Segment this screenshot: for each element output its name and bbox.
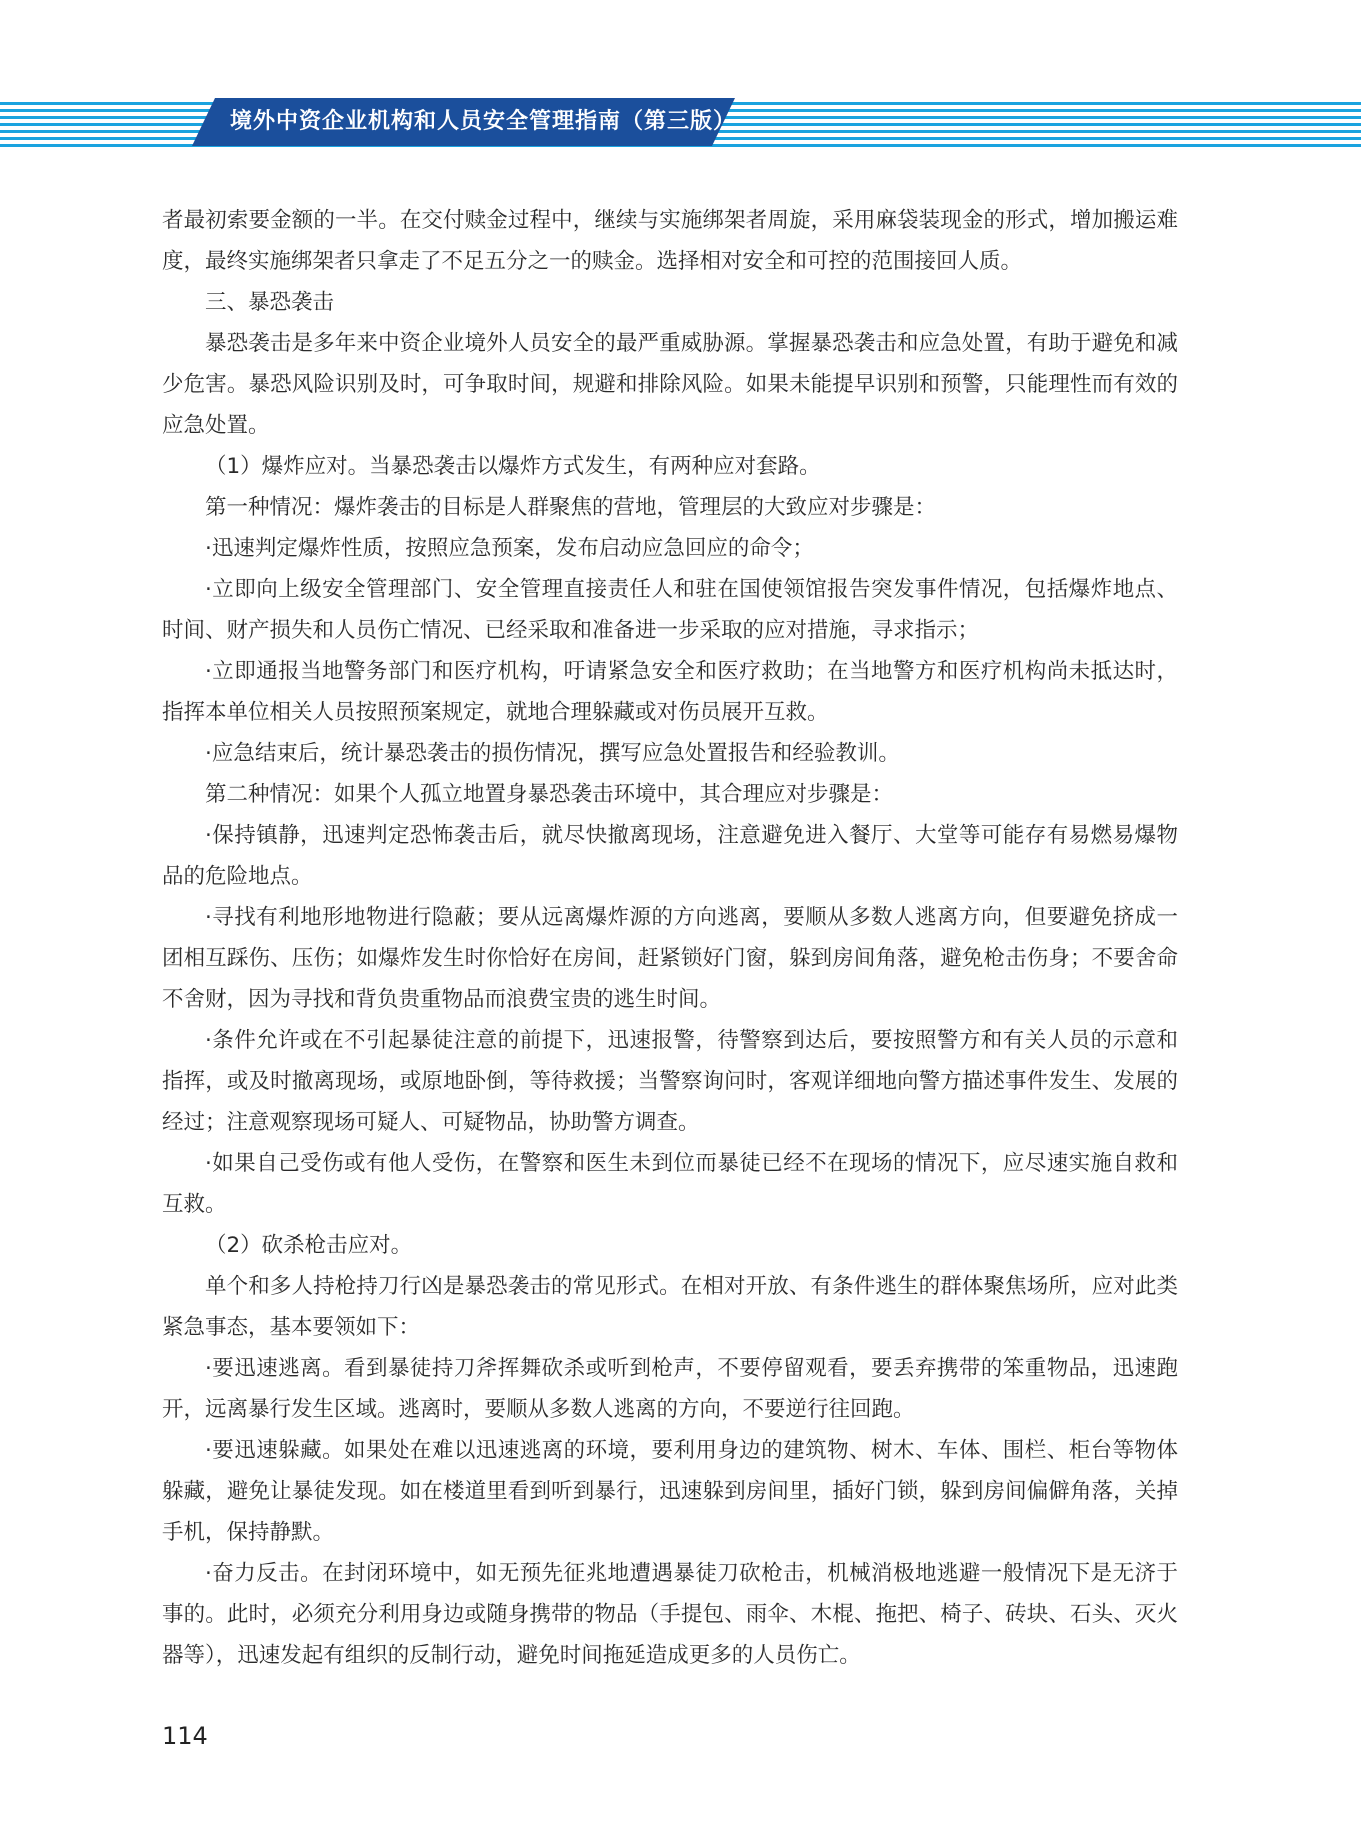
body-text xyxy=(162,200,1178,1676)
list-item: ·寻找有利地形地物进行隐蔽；要从远离爆炸源的方向逃离，要顺从多数人逃离方向，但要避免挤成一团相互踩伤、压伤；如爆炸发生时你恰好在房间，赶紧锁好门窗，躲到房间角落，避免枪击伤身；不要舍命不舍财，因为寻找和背负贵重物品而浪费宝贵的逃生时间。 xyxy=(162,905,1178,1012)
list-item: ·奋力反击。在封闭环境中，如无预先征兆地遭遇暴徒刀砍枪击，机械消极地逃避一般情况下是无济于事的。此时，必须充分利用身边或随身携带的物品（手提包、雨伞、木棍、拖把、椅子、砖块、石头、灭火器等），迅速发起有组织的反制行动，避免时间拖延造成更多的人员伤亡。 xyxy=(162,1561,1178,1668)
page-number: 114 xyxy=(162,1722,208,1750)
paragraph: 第二种情况：如果个人孤立地置身暴恐袭击环境中，其合理应对步骤是： xyxy=(205,782,894,807)
paragraph: 单个和多人持枪持刀行凶是暴恐袭击的常见形式。在相对开放、有条件逃生的群体聚焦场所，应对此类紧急事态，基本要领如下： xyxy=(162,1274,1178,1340)
subsection-heading: （1）爆炸应对。当暴恐袭击以爆炸方式发生，有两种应对套路。 xyxy=(205,454,821,479)
list-item: ·立即通报当地警务部门和医疗机构，吁请紧急安全和医疗救助；在当地警方和医疗机构尚未抵达时，指挥本单位相关人员按照预案规定，就地合理躲藏或对伤员展开互救。 xyxy=(162,659,1178,725)
list-item: ·迅速判定爆炸性质，按照应急预案，发布启动应急回应的命令； xyxy=(205,536,814,561)
subsection-heading: （2）砍杀枪击应对。 xyxy=(205,1233,413,1258)
section-heading: 三、暴恐袭击 xyxy=(205,290,335,315)
list-item: ·条件允许或在不引起暴徒注意的前提下，迅速报警，待警察到达后，要按照警方和有关人员的示意和指挥，或及时撤离现场，或原地卧倒，等待救援；当警察询问时，客观详细地向警方描述事件发生、发展的经过；注意观察现场可疑人、可疑物品，协助警方调查。 xyxy=(162,1028,1178,1135)
header-title: 境外中资企业机构和人员安全管理指南（第三版） xyxy=(230,109,737,134)
paragraph: 暴恐袭击是多年来中资企业境外人员安全的最严重威胁源。掌握暴恐袭击和应急处置，有助于避免和减少危害。暴恐风险识别及时，可争取时间，规避和排除风险。如果未能提早识别和预警，只能理性而有效的应急处置。 xyxy=(162,331,1178,438)
paragraph: 第一种情况：爆炸袭击的目标是人群聚焦的营地，管理层的大致应对步骤是： xyxy=(205,495,937,520)
list-item: ·要迅速逃离。看到暴徒持刀斧挥舞砍杀或听到枪声，不要停留观看，要丢弃携带的笨重物品，迅速跑开，远离暴行发生区域。逃离时，要顺从多数人逃离的方向，不要逆行往回跑。 xyxy=(162,1356,1178,1422)
list-item: ·保持镇静，迅速判定恐怖袭击后，就尽快撤离现场，注意避免进入餐厅、大堂等可能存有易燃易爆物品的危险地点。 xyxy=(162,823,1178,889)
list-item: ·立即向上级安全管理部门、安全管理直接责任人和驻在国使领馆报告突发事件情况，包括爆炸地点、时间、财产损失和人员伤亡情况、已经采取和准备进一步采取的应对措施，寻求指示； xyxy=(162,577,1178,643)
list-item: ·如果自己受伤或有他人受伤，在警察和医生未到位而暴徒已经不在现场的情况下，应尽速实施自救和互救。 xyxy=(162,1151,1178,1217)
header-banner xyxy=(0,96,1361,150)
list-item: ·要迅速躲藏。如果处在难以迅速逃离的环境，要利用身边的建筑物、树木、车体、围栏、柜台等物体躲藏，避免让暴徒发现。如在楼道里看到听到暴行，迅速躲到房间里，插好门锁，躲到房间偏僻角落，关掉手机，保持静默。 xyxy=(162,1438,1178,1545)
list-item: ·应急结束后，统计暴恐袭击的损伤情况，撰写应急处置报告和经验教训。 xyxy=(205,741,900,766)
paragraph: 者最初索要金额的一半。在交付赎金过程中，继续与实施绑架者周旋，采用麻袋装现金的形式，增加搬运难度，最终实施绑架者只拿走了不足五分之一的赎金。选择相对安全和可控的范围接回人质。 xyxy=(162,208,1178,274)
